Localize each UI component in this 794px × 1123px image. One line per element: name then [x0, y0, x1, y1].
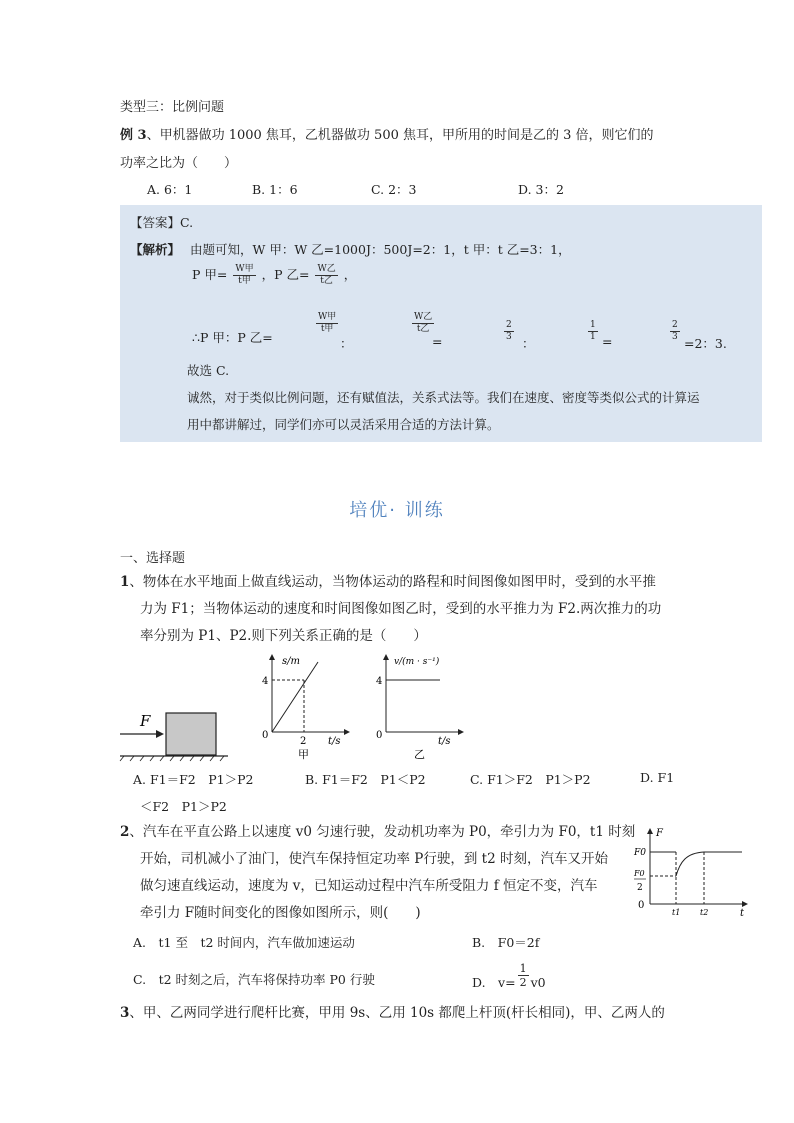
- q2-line4: 牵引力 F随时间变化的图像如图所示，则( ): [140, 905, 421, 921]
- frac-den: 3: [506, 332, 512, 342]
- optd-post: v0: [530, 975, 546, 990]
- y-arrow: [269, 654, 275, 660]
- origin: 0: [376, 730, 383, 741]
- origin: 0: [638, 900, 645, 911]
- q2-option-a: A. t1 至 t2 时间内，汽车做加速运动: [133, 935, 355, 950]
- frac-den: 1: [590, 332, 596, 342]
- q1-vt-graph: [372, 648, 472, 760]
- optd-pre: D. v=: [472, 975, 516, 990]
- equals: =: [602, 334, 613, 349]
- q2-line2: 开始，司机减小了油门，使汽车保持恒定功率 P行驶，到 t2 时刻，汽车又开始: [140, 851, 608, 867]
- example3-line1: [120, 124, 654, 143]
- power-formula-row: [192, 264, 356, 287]
- y-axis-label: s/m: [282, 656, 300, 667]
- frac-1-1: [588, 320, 598, 343]
- q2-option-b: B. F0＝2f: [472, 935, 540, 950]
- y-arrow: [647, 828, 653, 834]
- frac-num: W甲: [318, 312, 337, 322]
- q2-text: 、汽车在平直公路上以速度 v0 匀速行驶，发动机功率为 P0，牵引力为 F0，t1 时刻: [129, 824, 636, 840]
- y-tick: 4: [262, 676, 269, 687]
- comma: ，: [343, 267, 357, 282]
- q1-line2: 力为 F1；当物体运动的速度和时间图像如图乙时，受到的水平推力为 F2.两次推力的功: [140, 601, 662, 617]
- q2-line1: [120, 819, 635, 846]
- therefore-label: ∴P 甲：P 乙=: [192, 330, 273, 345]
- frac-2-3: [504, 320, 514, 343]
- t2-label: t2: [700, 908, 709, 917]
- force-label: F: [140, 712, 151, 730]
- analysis-text: 由题可知，W 甲：W 乙=1000J：500J=2：1，t 甲：t 乙=3：1，: [190, 242, 571, 257]
- force-curve: [650, 852, 742, 876]
- frac-num: 1: [519, 962, 527, 975]
- frac-den: t乙: [416, 324, 430, 334]
- y-axis-label: v/(m · s⁻¹): [394, 657, 440, 667]
- q1-number: 1: [120, 574, 130, 590]
- y-axis-label: F: [656, 828, 663, 839]
- frac-w-t-jia: [233, 264, 255, 287]
- q2-number: 2: [120, 824, 130, 840]
- q3-line1: [120, 1000, 665, 1027]
- ratio-result: =2：3.: [684, 336, 727, 351]
- arrow-head: [156, 730, 164, 738]
- q1-option-a: A. F1＝F2 P1＞P2: [133, 772, 254, 787]
- example-label: 例 3: [120, 128, 147, 143]
- example3-text: 、甲机器做功 1000 焦耳，乙机器做功 500 焦耳，甲所用的时间是乙的 3 倍，则它们的: [146, 128, 654, 143]
- frac-num: W甲: [235, 264, 254, 274]
- f0-label: F0: [634, 848, 646, 858]
- x-axis-label: t/s: [438, 736, 451, 747]
- x-arrow: [742, 901, 748, 907]
- equals: =: [432, 334, 443, 349]
- analysis-label: 【解析】: [130, 242, 181, 257]
- frac-w-t-jia-2: [316, 312, 338, 335]
- q2-line3: 做匀速直线运动，速度为 v，已知运动过程中汽车所受阻力 f 恒定不变，汽车: [140, 878, 598, 894]
- training-title: 培优· 训练: [349, 500, 445, 521]
- block: [166, 713, 216, 755]
- x-tick: 2: [300, 736, 307, 747]
- section-choice-title: 一、选择题: [120, 551, 186, 566]
- frac-den: 2: [519, 976, 527, 989]
- q1-line3: 率分别为 P1、P2.则下列关系正确的是（ ）: [140, 628, 427, 644]
- p-jia-label: P 甲=: [192, 267, 228, 282]
- frac-2-3-b: [670, 320, 680, 343]
- origin: 0: [262, 730, 269, 741]
- x-axis-label: t: [740, 908, 745, 918]
- frac-num: 1: [590, 320, 596, 330]
- q1-option-c: C. F1＞F2 P1＞P2: [470, 772, 591, 787]
- answer-label: 【答案】: [130, 215, 181, 230]
- frac-den: 3: [672, 332, 678, 342]
- q1-text: 、物体在水平地面上做直线运动，当物体运动的路程和时间图像如图甲时，受到的水平推: [129, 574, 656, 590]
- frac-num: W乙: [414, 312, 433, 322]
- q2-option-c: C. t2 时刻之后，汽车将保持功率 P0 行驶: [133, 972, 375, 987]
- option-b: B. 1：6: [252, 182, 298, 197]
- type3-heading: 类型三：比例问题: [120, 100, 225, 115]
- q1-option-b: B. F1＝F2 P1＜P2: [305, 772, 426, 787]
- q3-text: 、甲、乙两同学进行爬杆比赛，甲用 9s、乙用 10s 都爬上杆顶(杆长相同)，甲、乙两人的: [129, 1005, 665, 1021]
- x-arrow: [458, 729, 464, 735]
- q2-option-d: [472, 962, 546, 992]
- frac-den: t甲: [320, 324, 334, 334]
- answer-line: [130, 213, 193, 231]
- x-arrow: [344, 729, 350, 735]
- q1-line1: [120, 569, 656, 596]
- answer-value: C.: [180, 215, 194, 230]
- line-series: [272, 662, 318, 732]
- note-line1: 诚然，对于类似比例问题，还有赋值法，关系式法等。我们在速度、密度等类似公式的计算运: [187, 390, 700, 405]
- q1-option-d: D. F1: [640, 770, 675, 785]
- q1-force-block-figure: [118, 706, 230, 762]
- frac-den: t乙: [320, 276, 333, 286]
- note-line2: 用中都讲解过，同学们亦可以灵活采用合适的方法计算。: [187, 417, 500, 432]
- frac-num: 2: [672, 320, 678, 330]
- t1-label: t1: [672, 908, 681, 917]
- caption: 乙: [414, 748, 425, 760]
- frac-w-t-yi: [315, 264, 337, 287]
- analysis-line: [130, 240, 571, 258]
- q1-st-graph: [258, 648, 358, 760]
- frac-num: W乙: [317, 264, 336, 274]
- option-d: D. 3：2: [518, 182, 564, 197]
- p-yi-label: ，P 乙=: [261, 267, 310, 282]
- ratio-formula-row: [192, 312, 752, 352]
- colon: ：: [340, 336, 353, 351]
- option-a: A. 6：1: [147, 182, 193, 197]
- q3-number: 3: [120, 1005, 130, 1021]
- f0-half-num: F0: [634, 869, 645, 878]
- y-tick: 4: [376, 676, 383, 687]
- ground-hatch: [120, 756, 224, 761]
- option-c: C. 2：3: [371, 182, 417, 197]
- colon: ：: [522, 336, 535, 351]
- frac-1-2: [518, 962, 529, 989]
- x-axis-label: t/s: [328, 736, 341, 747]
- q1-option-d-cont: ＜F2 P1＞P2: [140, 799, 227, 814]
- choose-line: 故选 C.: [187, 363, 230, 378]
- frac-den: t甲: [238, 276, 251, 286]
- y-arrow: [383, 654, 389, 660]
- q2-ft-graph: [628, 822, 754, 918]
- frac-num: 2: [506, 320, 512, 330]
- f0-half-den: 2: [637, 883, 643, 893]
- frac-w-t-yi-2: [412, 312, 434, 335]
- example3-line2: 功率之比为（ ）: [120, 156, 238, 171]
- caption: 甲: [298, 748, 309, 760]
